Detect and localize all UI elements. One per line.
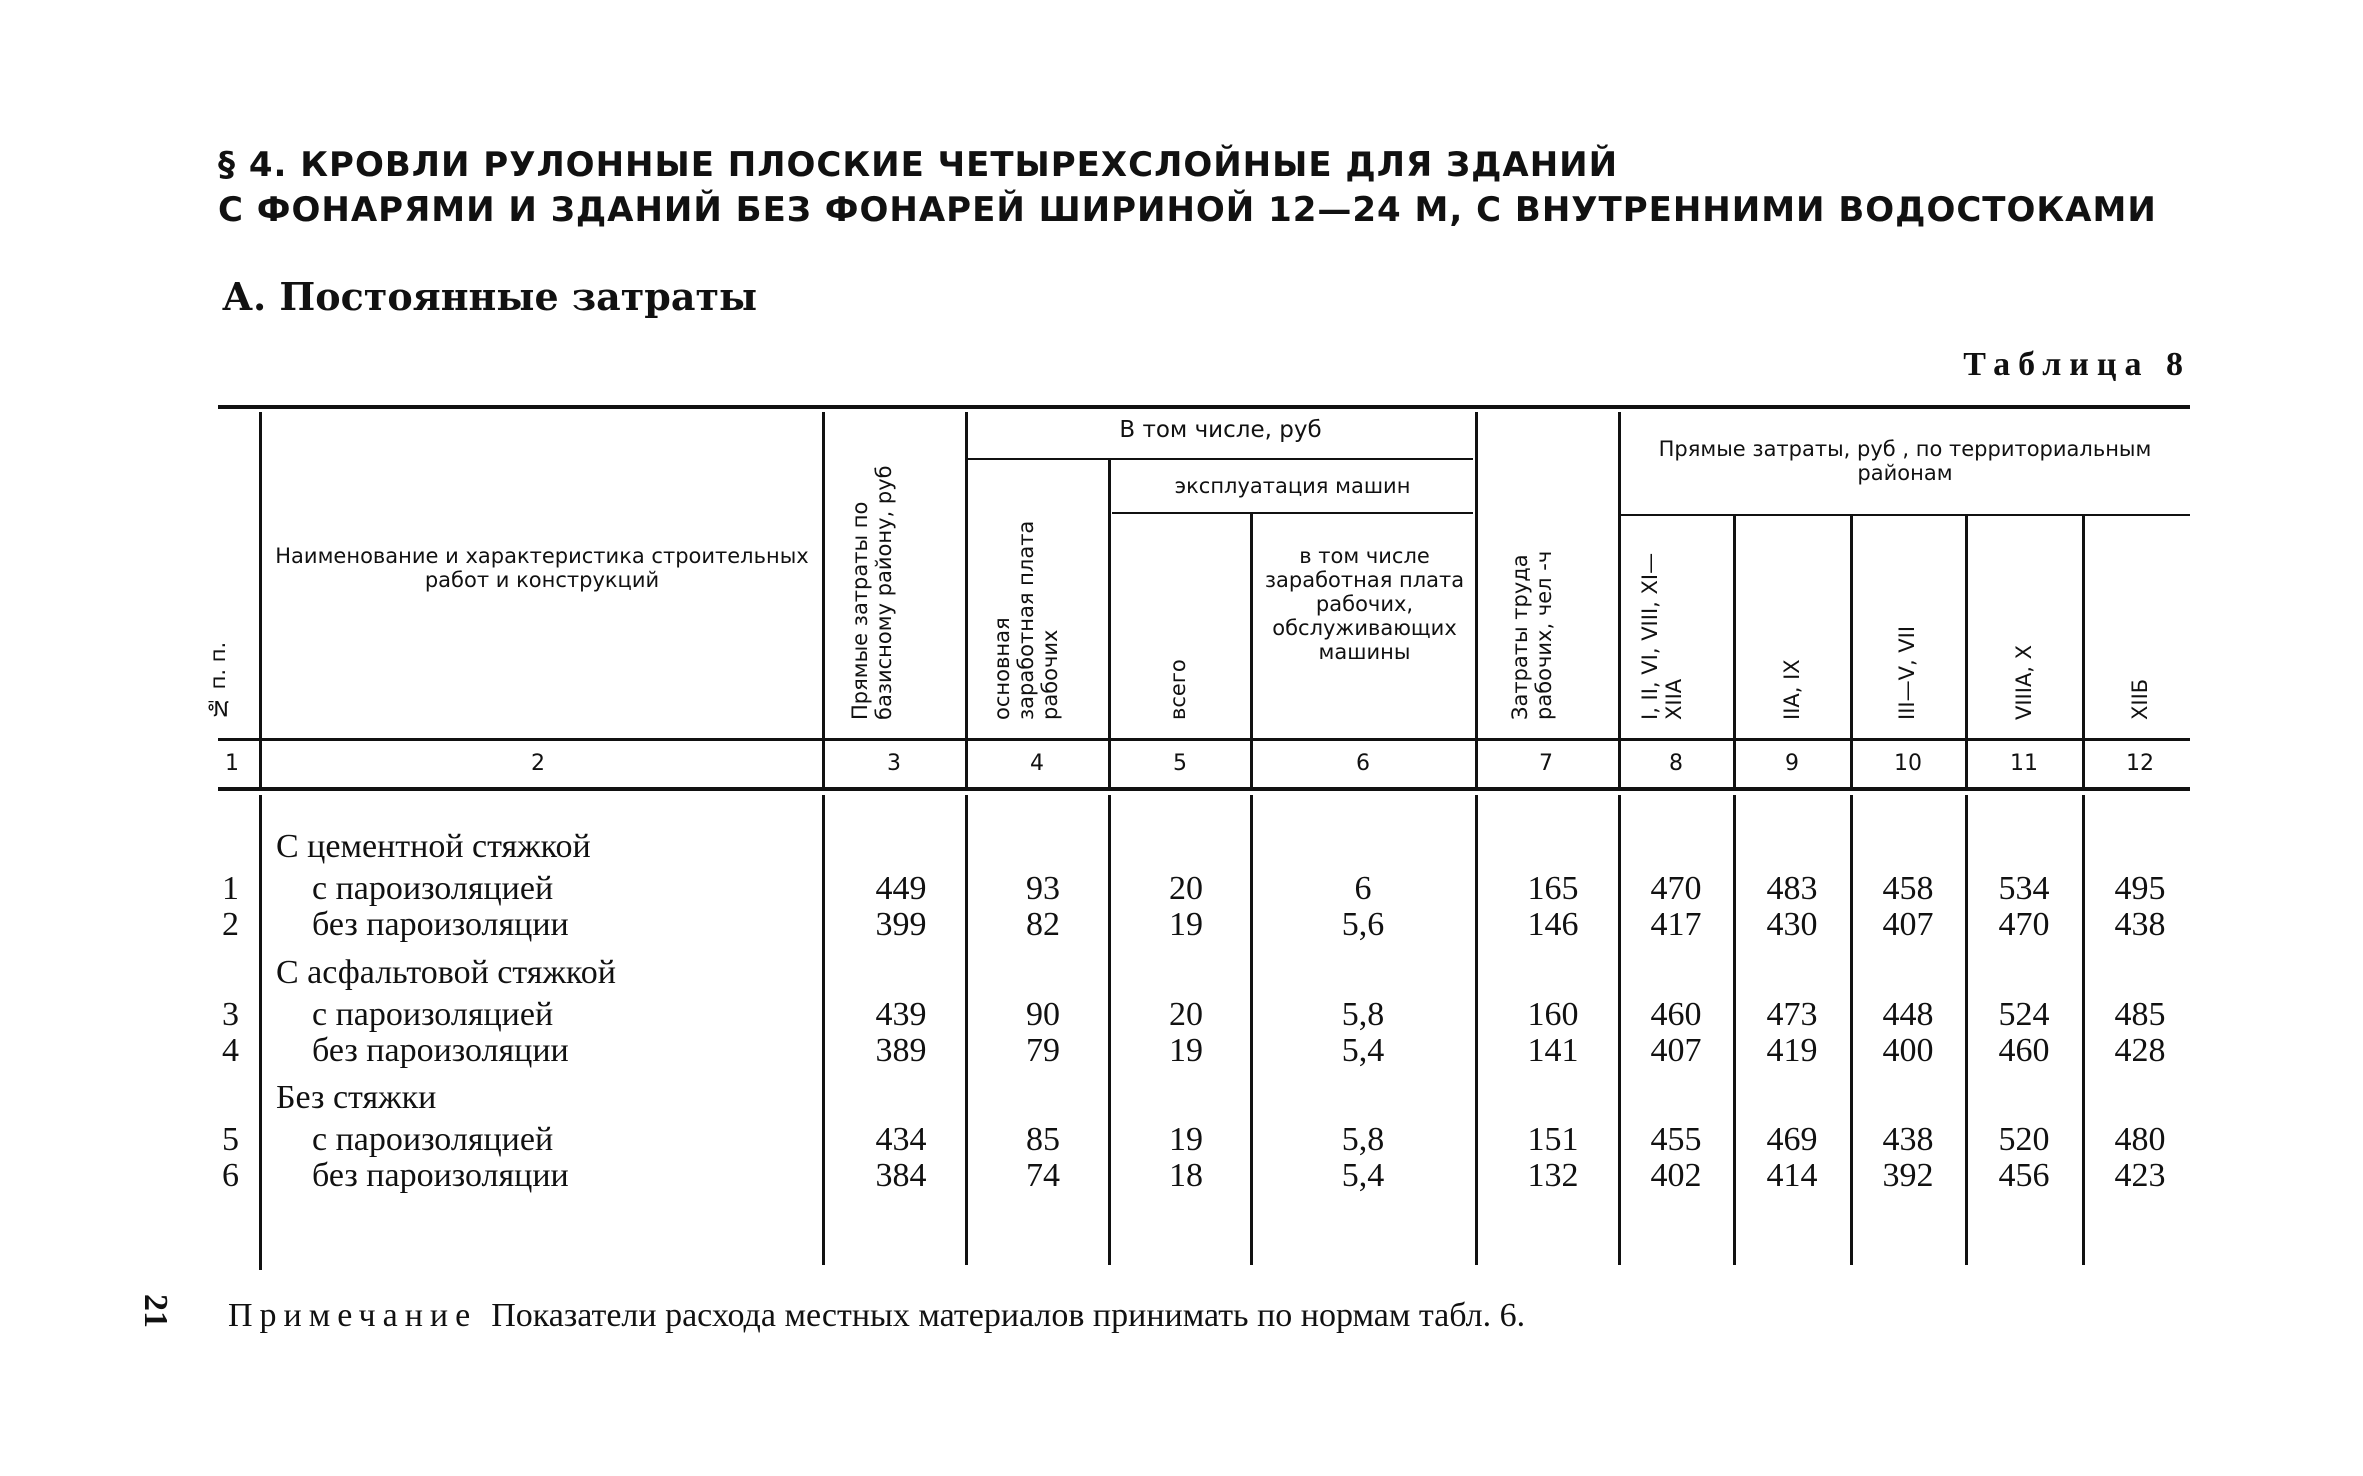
cell-col7: 160 bbox=[1527, 996, 1579, 1033]
header-col8: I, II, VI, VIII, XI—XIIA bbox=[1638, 552, 1686, 720]
note-label: Примечание bbox=[228, 1297, 478, 1334]
vline-4 bbox=[1108, 460, 1111, 788]
header-group-machines: эксплуатация машин bbox=[1174, 474, 1411, 498]
colnum-7: 7 bbox=[1539, 751, 1553, 776]
cell-col6: 5,8 bbox=[1341, 996, 1385, 1033]
vline-10 bbox=[1965, 516, 1968, 788]
row-number: 6 bbox=[222, 1157, 239, 1194]
header-col4: основная заработная плата рабочих bbox=[990, 520, 1062, 720]
cell-col6: 5,4 bbox=[1341, 1157, 1385, 1194]
vline-5 bbox=[1250, 514, 1253, 788]
cell-col9: 483 bbox=[1766, 870, 1818, 907]
section-title-line2: С ФОНАРЯМИ И ЗДАНИЙ БЕЗ ФОНАРЕЙ ШИРИНОЙ 12—24 М, С ВНУТРЕННИМИ ВОДОСТОКАМИ bbox=[218, 190, 2157, 230]
cell-col9: 419 bbox=[1766, 1032, 1818, 1069]
cell-col11: 456 bbox=[1998, 1157, 2050, 1194]
cell-col5: 19 bbox=[1169, 1032, 1203, 1069]
cell-col10: 448 bbox=[1882, 996, 1934, 1033]
cell-col7: 132 bbox=[1527, 1157, 1579, 1194]
cell-col10: 458 bbox=[1882, 870, 1934, 907]
cell-col7: 146 bbox=[1527, 906, 1579, 943]
cell-col3: 384 bbox=[875, 1157, 927, 1194]
cell-col12: 428 bbox=[2114, 1032, 2166, 1069]
vline-1 bbox=[259, 412, 262, 788]
row-number: 5 bbox=[222, 1121, 239, 1158]
cell-col3: 399 bbox=[875, 906, 927, 943]
cell-col9: 469 bbox=[1766, 1121, 1818, 1158]
cell-col11: 534 bbox=[1998, 870, 2050, 907]
vline-9 bbox=[1850, 516, 1853, 788]
cell-col4: 93 bbox=[1026, 870, 1060, 907]
header-col6: в том числе заработная плата рабочих, обслуживающих машины bbox=[1264, 544, 1465, 664]
row-name: с пароизоляцией bbox=[312, 870, 554, 907]
subsection-title: А. Постоянные затраты bbox=[222, 274, 758, 319]
group-title: С цементной стяжкой bbox=[276, 828, 591, 865]
colnum-1: 1 bbox=[225, 751, 239, 776]
vline-body-8 bbox=[1733, 795, 1736, 1265]
table-note bbox=[228, 1297, 1525, 1335]
row-name: с пароизоляцией bbox=[312, 1121, 554, 1158]
vline-2 bbox=[822, 412, 825, 788]
cell-col4: 90 bbox=[1026, 996, 1060, 1033]
vline-body-6 bbox=[1475, 795, 1478, 1265]
cell-col12: 485 bbox=[2114, 996, 2166, 1033]
cell-col3: 434 bbox=[875, 1121, 927, 1158]
row-number: 4 bbox=[222, 1032, 239, 1069]
cell-col12: 480 bbox=[2114, 1121, 2166, 1158]
cell-col10: 392 bbox=[1882, 1157, 1934, 1194]
cell-col12: 495 bbox=[2114, 870, 2166, 907]
colnum-6: 6 bbox=[1356, 751, 1370, 776]
cell-col10: 438 bbox=[1882, 1121, 1934, 1158]
cell-col9: 414 bbox=[1766, 1157, 1818, 1194]
cell-col8: 402 bbox=[1650, 1157, 1702, 1194]
header-col2: Наименование и характеристика строительных работ и конструкций bbox=[275, 544, 809, 592]
cell-col7: 151 bbox=[1527, 1121, 1579, 1158]
vline-3 bbox=[965, 412, 968, 788]
cell-col11: 470 bbox=[1998, 906, 2050, 943]
header-col1: № п. п. bbox=[206, 641, 230, 720]
cell-col6: 5,4 bbox=[1341, 1032, 1385, 1069]
cell-col8: 407 bbox=[1650, 1032, 1702, 1069]
cell-col12: 438 bbox=[2114, 906, 2166, 943]
header-group-regions: Прямые затраты, руб , по территориальным районам bbox=[1658, 437, 2152, 485]
colnum-3: 3 bbox=[887, 751, 901, 776]
cell-col8: 455 bbox=[1650, 1121, 1702, 1158]
header-col10: III—V, VII bbox=[1895, 625, 1919, 720]
section-title-line1: § 4. КРОВЛИ РУЛОННЫЕ ПЛОСКИЕ ЧЕТЫРЕХСЛОЙНЫЕ ДЛЯ ЗДАНИЙ bbox=[218, 145, 1619, 185]
row-name: без пароизоляции bbox=[312, 906, 569, 943]
row-number: 3 bbox=[222, 996, 239, 1033]
note-text: Показатели расхода местных материалов принимать по нормам табл. 6. bbox=[491, 1297, 1526, 1334]
colnum-5: 5 bbox=[1173, 751, 1187, 776]
cell-col8: 417 bbox=[1650, 906, 1702, 943]
table-caption: Таблица 8 bbox=[1963, 346, 2191, 383]
cell-col7: 165 bbox=[1527, 870, 1579, 907]
header-col11: VIIIA, X bbox=[2012, 644, 2036, 720]
cell-col11: 460 bbox=[1998, 1032, 2050, 1069]
row-number: 1 bbox=[222, 870, 239, 907]
cell-col5: 20 bbox=[1169, 870, 1203, 907]
cell-col4: 74 bbox=[1026, 1157, 1060, 1194]
vline-body-3 bbox=[965, 795, 968, 1265]
colnum-11: 11 bbox=[2010, 751, 2038, 776]
cell-col12: 423 bbox=[2114, 1157, 2166, 1194]
cell-col3: 389 bbox=[875, 1032, 927, 1069]
row-name: с пароизоляцией bbox=[312, 996, 554, 1033]
cell-col11: 524 bbox=[1998, 996, 2050, 1033]
cell-col6: 5,6 bbox=[1341, 906, 1385, 943]
cell-col6: 5,8 bbox=[1341, 1121, 1385, 1158]
cell-col10: 407 bbox=[1882, 906, 1934, 943]
vline-7 bbox=[1618, 412, 1621, 788]
cell-col5: 20 bbox=[1169, 996, 1203, 1033]
colnum-4: 4 bbox=[1030, 751, 1044, 776]
colnum-8: 8 bbox=[1669, 751, 1683, 776]
header-col9: IIA, IX bbox=[1780, 659, 1804, 720]
cell-col8: 460 bbox=[1650, 996, 1702, 1033]
cell-col4: 79 bbox=[1026, 1032, 1060, 1069]
vline-8 bbox=[1733, 516, 1736, 788]
cell-col5: 19 bbox=[1169, 1121, 1203, 1158]
colnum-9: 9 bbox=[1785, 751, 1799, 776]
cell-col10: 400 bbox=[1882, 1032, 1934, 1069]
cell-col9: 430 bbox=[1766, 906, 1818, 943]
colnum-2: 2 bbox=[531, 751, 545, 776]
header-col5: всего bbox=[1166, 659, 1190, 720]
row-name: без пароизоляции bbox=[312, 1157, 569, 1194]
vline-body-10 bbox=[1965, 795, 1968, 1265]
table-top-rule bbox=[218, 405, 2190, 409]
vline-body-4 bbox=[1108, 795, 1111, 1265]
group-title: Без стяжки bbox=[276, 1079, 437, 1116]
cell-col9: 473 bbox=[1766, 996, 1818, 1033]
cell-col5: 18 bbox=[1169, 1157, 1203, 1194]
colnum-12: 12 bbox=[2126, 751, 2154, 776]
colnum-bottom-rule bbox=[218, 787, 2190, 791]
vline-11 bbox=[2082, 516, 2085, 788]
cell-col8: 470 bbox=[1650, 870, 1702, 907]
cell-col7: 141 bbox=[1527, 1032, 1579, 1069]
group-regions-rule bbox=[1620, 514, 2190, 516]
row-name: без пароизоляции bbox=[312, 1032, 569, 1069]
cell-col3: 449 bbox=[875, 870, 927, 907]
vline-body-2 bbox=[822, 795, 825, 1265]
vline-body-1 bbox=[259, 795, 262, 1270]
header-group-incl: В том числе, руб bbox=[1119, 417, 1322, 443]
cell-col3: 439 bbox=[875, 996, 927, 1033]
row-number: 2 bbox=[222, 906, 239, 943]
colnum-10: 10 bbox=[1894, 751, 1922, 776]
cell-col11: 520 bbox=[1998, 1121, 2050, 1158]
header-col3: Прямые затраты по базисному району, руб bbox=[848, 465, 896, 720]
header-bottom-rule bbox=[218, 738, 2190, 741]
header-col12: XIIБ bbox=[2128, 678, 2152, 720]
group-title: С асфальтовой стяжкой bbox=[276, 954, 616, 991]
cell-col4: 85 bbox=[1026, 1121, 1060, 1158]
vline-6 bbox=[1475, 412, 1478, 788]
vline-body-5 bbox=[1250, 795, 1253, 1265]
group-machines-rule bbox=[1112, 512, 1473, 514]
page-number: 21 bbox=[137, 1294, 174, 1328]
cell-col4: 82 bbox=[1026, 906, 1060, 943]
cell-col6: 6 bbox=[1354, 870, 1372, 907]
cell-col5: 19 bbox=[1169, 906, 1203, 943]
group-incl-rule bbox=[968, 458, 1473, 460]
header-col7: Затраты труда рабочих, чел -ч bbox=[1508, 550, 1556, 720]
